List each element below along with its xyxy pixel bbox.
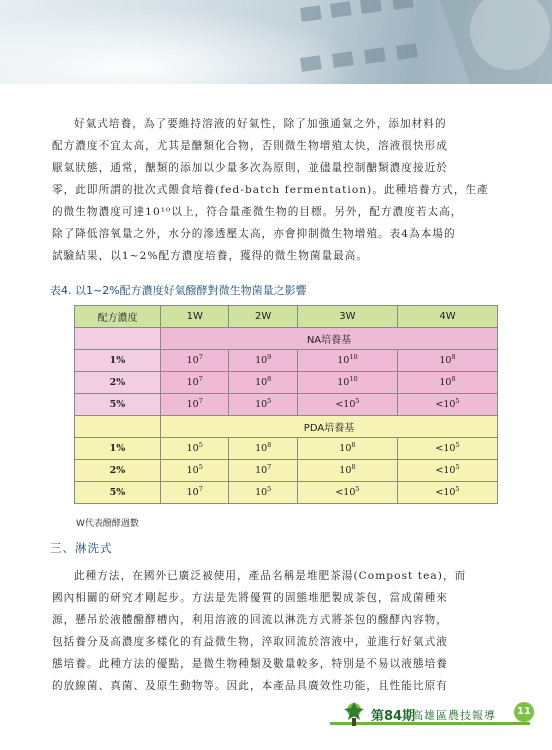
count-cell: $10^5$ bbox=[161, 438, 229, 460]
table-header-row bbox=[75, 306, 498, 328]
concentration-label: 5% bbox=[75, 482, 161, 504]
blank-cell bbox=[75, 328, 161, 350]
concentration-label: 2% bbox=[75, 372, 161, 394]
page-number: 11 bbox=[514, 702, 534, 722]
paragraph-line: 源，懸吊於液體醱酵槽內，利用溶液的回流以淋洗方式將茶包的醱酵內容物， bbox=[52, 614, 448, 626]
table-row bbox=[75, 482, 498, 504]
paragraph-line: 零，此即所謂的批次式餵食培養(fed-batch fermentation)。此種培養方式，生產 bbox=[52, 184, 489, 196]
count-cell: $10^8$ bbox=[297, 460, 397, 482]
count-cell: $<10^5$ bbox=[397, 482, 497, 504]
count-cell: $<10^5$ bbox=[297, 482, 397, 504]
paragraph-line: 好氣式培養，為了要維持溶液的好氣性，除了加強通氣之外，添加材料的 bbox=[74, 118, 447, 130]
intro-paragraph bbox=[52, 113, 500, 267]
paragraph-line: 此種方法，在國外已廣泛被使用，產品名稱是堆肥茶湯(Compost tea)，而 bbox=[74, 570, 467, 582]
count-cell: $<10^5$ bbox=[297, 394, 397, 416]
count-cell: $10^5$ bbox=[229, 482, 297, 504]
table-row bbox=[75, 394, 498, 416]
concentration-label: 1% bbox=[75, 438, 161, 460]
concentration-label: 2% bbox=[75, 460, 161, 482]
table-row bbox=[75, 460, 498, 482]
table-row bbox=[75, 372, 498, 394]
count-cell: $10^8$ bbox=[229, 438, 297, 460]
header-cell: 4W bbox=[397, 306, 497, 328]
count-cell: $10^8$ bbox=[297, 438, 397, 460]
count-cell: $10^5$ bbox=[161, 460, 229, 482]
count-cell: $<10^5$ bbox=[397, 394, 497, 416]
table-row bbox=[75, 438, 498, 460]
count-cell: $10^8$ bbox=[229, 372, 297, 394]
header-cell: 3W bbox=[297, 306, 397, 328]
header-cell: 1W bbox=[161, 306, 229, 328]
count-cell: $10^7$ bbox=[229, 460, 297, 482]
na-medium-label: NA培養基 bbox=[161, 328, 498, 350]
paragraph-line: 國內相關的研究才剛起步。方法是先將優質的固態堆肥製成茶包，當成菌種來 bbox=[52, 592, 448, 604]
count-cell: $<10^5$ bbox=[397, 460, 497, 482]
banner-graphic bbox=[0, 0, 552, 84]
count-cell: $10^8$ bbox=[397, 350, 497, 372]
count-cell: $10^5$ bbox=[229, 394, 297, 416]
paragraph-line: 包括養分及高濃度多樣化的有益微生物，淬取回流於溶液中，並進行好氣式液 bbox=[52, 636, 448, 648]
header-cell: 配方濃度 bbox=[75, 306, 161, 328]
section-title: 三、淋洗式 bbox=[50, 541, 113, 555]
count-cell: $10^{10}$ bbox=[297, 350, 397, 372]
count-cell: $10^7$ bbox=[161, 372, 229, 394]
concentration-label: 1% bbox=[75, 350, 161, 372]
table-row bbox=[75, 350, 498, 372]
paragraph-line: 試驗結果，以1~2%配方濃度培養，獲得的微生物菌量最高。 bbox=[52, 250, 369, 262]
count-cell: $<10^5$ bbox=[397, 438, 497, 460]
paragraph-line: 厭氣狀態，通常，醣類的添加以少量多次為原則，並儘量控制醣類濃度接近於 bbox=[52, 162, 448, 174]
paragraph-line: 配方濃度不宜太高，尤其是醣類化合物，否則微生物增殖太快，溶液很快形成 bbox=[52, 140, 448, 152]
na-section bbox=[75, 350, 498, 416]
count-cell: $10^7$ bbox=[161, 482, 229, 504]
journal-title: 高雄區農技報導 bbox=[412, 709, 496, 722]
issue-number: 第84期 bbox=[371, 709, 416, 724]
pda-medium-row bbox=[75, 416, 498, 438]
pda-medium-label: PDA培養基 bbox=[161, 416, 498, 438]
blank-cell bbox=[75, 416, 161, 438]
na-medium-row bbox=[75, 328, 498, 350]
paragraph-line: 的放線菌、真菌、及原生動物等。因此，本產品具廣效性功能，且性能比原有 bbox=[52, 680, 448, 692]
results-table bbox=[74, 305, 498, 504]
count-cell: $10^8$ bbox=[397, 372, 497, 394]
table-caption: 表4. 以1~2%配方濃度好氣醱酵對微生物菌量之影響 bbox=[50, 284, 307, 297]
paragraph-line: 態培養。此種方法的優點，是微生物種類及數量較多，特別是不易以液態培養 bbox=[52, 658, 448, 670]
count-cell: $10^7$ bbox=[161, 394, 229, 416]
method-paragraph bbox=[52, 565, 500, 697]
pda-section bbox=[75, 438, 498, 504]
header-cell: 2W bbox=[229, 306, 297, 328]
concentration-label: 5% bbox=[75, 394, 161, 416]
count-cell: $10^{10}$ bbox=[297, 372, 397, 394]
paragraph-line: 的微生物濃度可達10¹⁰以上，符合量產微生物的目標。另外，配方濃度若太高， bbox=[52, 206, 463, 218]
header-banner bbox=[0, 0, 552, 84]
journal-logo-icon bbox=[340, 698, 368, 728]
count-cell: $10^9$ bbox=[229, 350, 297, 372]
table-note: W代表醱酵週數 bbox=[76, 519, 139, 529]
count-cell: $10^7$ bbox=[161, 350, 229, 372]
paragraph-line: 除了降低溶氧量之外，水分的滲透壓太高，亦會抑制微生物增殖。表4為本場的 bbox=[52, 228, 456, 240]
